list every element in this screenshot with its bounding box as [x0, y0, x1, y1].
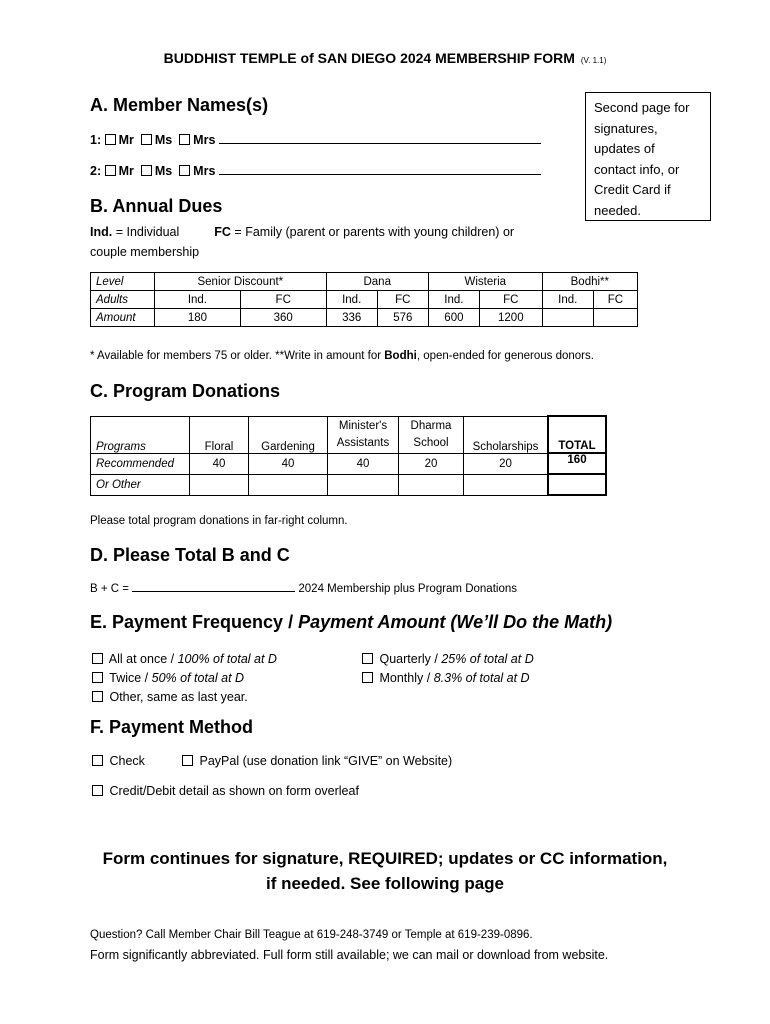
frequency-option — [92, 650, 277, 669]
sub-header: FC — [479, 291, 542, 309]
frequency-options-left — [92, 650, 277, 707]
recommended-label: Recommended — [91, 453, 190, 474]
sub-header: Ind. — [542, 291, 593, 309]
table-row — [91, 453, 607, 474]
option-label: Other, same as last year. — [109, 690, 248, 704]
notice-line: Form continues for signature, REQUIRED; updates or CC information, — [102, 849, 668, 868]
note-line: signatures, — [594, 120, 658, 136]
section-d-heading: D. Please Total B and C — [90, 545, 290, 565]
mr-checkbox-1[interactable] — [105, 134, 116, 145]
section-a-heading: A. Member Names(s) — [90, 95, 269, 115]
ms-checkbox-2[interactable] — [141, 165, 152, 176]
option-sep: / — [167, 652, 178, 666]
footer-contact: Question? Call Member Chair Bill Teague at 619-248-3749 or Temple at 619-239-0896. — [90, 929, 533, 941]
dues-footnote — [90, 350, 594, 362]
mr-label: Mr — [118, 133, 134, 147]
other-amount-field[interactable] — [464, 474, 549, 495]
option-label: All at once — [108, 652, 168, 666]
other-total-field[interactable] — [548, 474, 606, 495]
column-header — [328, 416, 399, 453]
sub-header: FC — [240, 291, 326, 309]
group-header: Senior Discount* — [155, 273, 327, 291]
option-sep: / — [423, 671, 434, 685]
other-amount-field[interactable] — [399, 474, 464, 495]
table-row — [91, 273, 638, 291]
option-amount: 100% of total at D — [177, 652, 277, 666]
sub-header: Ind. — [155, 291, 241, 309]
twice-checkbox[interactable] — [92, 672, 103, 683]
table-row — [91, 474, 607, 495]
column-header-text: Assistants — [336, 436, 390, 449]
all-at-once-checkbox[interactable] — [92, 653, 103, 664]
ind-abbr: Ind. — [90, 225, 113, 239]
level-label: Level — [91, 273, 155, 291]
option-amount: 50% of total at D — [151, 671, 245, 685]
recommended-cell: 40 — [328, 453, 399, 474]
payment-option-paypal — [182, 754, 452, 768]
program-note: Please total program donations in far-right column. — [90, 515, 348, 527]
payment-option-check — [92, 754, 145, 768]
section-c-heading: C. Program Donations — [90, 381, 281, 401]
option-label: Twice — [109, 671, 142, 685]
option-label: Check — [109, 754, 145, 768]
member-name-field-2[interactable] — [219, 163, 541, 175]
mrs-label: Mrs — [193, 133, 216, 147]
bodhi-fc-field[interactable] — [593, 309, 637, 327]
total-amount-field[interactable] — [132, 582, 295, 592]
adults-label: Adults — [91, 291, 155, 309]
section-f-heading: F. Payment Method — [90, 717, 254, 737]
member-name-row-1 — [90, 132, 541, 147]
option-label: Quarterly — [379, 652, 431, 666]
form-title-text: BUDDHIST TEMPLE of SAN DIEGO 2024 MEMBERSHIP FORM — [163, 50, 575, 66]
ms-checkbox-1[interactable] — [141, 134, 152, 145]
option-label: Credit/Debit detail as shown on form overleaf — [109, 784, 359, 798]
frequency-option — [362, 669, 534, 688]
footer-note: Form significantly abbreviated. Full form still available; we can mail or download from website. — [90, 948, 609, 962]
note-line: Credit Card if — [594, 182, 671, 197]
sub-header: FC — [593, 291, 637, 309]
group-header: Bodhi** — [542, 273, 637, 291]
mrs-checkbox-1[interactable] — [179, 134, 190, 145]
row-number: 1: — [90, 133, 102, 147]
mrs-label: Mrs — [193, 164, 216, 178]
option-label: Monthly — [379, 671, 424, 685]
column-header-text: Dharma — [410, 419, 452, 432]
total-header: TOTAL — [548, 416, 606, 453]
card-checkbox[interactable] — [92, 785, 103, 796]
recommended-cell: 40 — [249, 453, 328, 474]
continuation-notice — [0, 846, 770, 896]
section-b-heading: B. Annual Dues — [90, 196, 223, 216]
mr-label: Mr — [118, 164, 134, 178]
notice-line: if needed. See following page — [265, 874, 505, 893]
column-header-text: Gardening — [261, 440, 315, 453]
note-line: updates of — [594, 141, 655, 156]
table-row — [91, 309, 638, 327]
total-line — [90, 582, 517, 595]
table-row — [91, 291, 638, 309]
amount-cell: 1200 — [479, 309, 542, 327]
ind-desc: = Individual — [115, 225, 180, 239]
other-amount-field[interactable] — [328, 474, 399, 495]
mrs-checkbox-2[interactable] — [179, 165, 190, 176]
paypal-checkbox[interactable] — [182, 755, 193, 766]
group-header: Dana — [326, 273, 428, 291]
total-line-post: 2024 Membership plus Program Donations — [295, 583, 517, 595]
column-header-text: Scholarships — [472, 440, 539, 453]
option-amount: 8.3% of total at D — [433, 671, 530, 685]
dues-legend — [90, 222, 570, 262]
column-header-text: Floral — [204, 440, 234, 453]
recommended-cell: 20 — [399, 453, 464, 474]
amount-label: Amount — [91, 309, 155, 327]
option-sep: / — [141, 671, 152, 685]
section-e-heading-italic: Payment Amount (We’ll Do the Math) — [298, 612, 613, 632]
frequency-options-right — [362, 650, 534, 688]
other-label: Or Other — [91, 474, 190, 495]
ms-label: Ms — [154, 164, 173, 178]
note-line: Second page for — [594, 100, 690, 115]
amount-cell: 600 — [428, 309, 479, 327]
note-line: needed. — [594, 202, 641, 218]
fc-desc-cont: couple membership — [90, 245, 200, 259]
version-label: (V. 1.1) — [580, 56, 607, 65]
second-page-note-box — [585, 92, 711, 221]
bodhi-ind-field[interactable] — [542, 309, 593, 327]
frequency-option — [92, 669, 277, 688]
table-row — [91, 416, 607, 453]
amount-cell: 576 — [377, 309, 428, 327]
column-header — [249, 416, 328, 453]
sub-header: Ind. — [428, 291, 479, 309]
sub-header: FC — [377, 291, 428, 309]
recommended-cell: 20 — [464, 453, 549, 474]
column-header — [190, 416, 249, 453]
total-line-pre: B + C = — [90, 583, 133, 595]
section-e-heading — [90, 612, 612, 633]
group-header: Wisteria — [428, 273, 542, 291]
total-value: 160 — [548, 453, 606, 474]
check-checkbox[interactable] — [92, 755, 103, 766]
other-checkbox[interactable] — [92, 691, 103, 702]
other-amount-field[interactable] — [249, 474, 328, 495]
payment-option-card — [92, 784, 359, 798]
column-header — [464, 416, 549, 453]
frequency-option — [92, 688, 277, 707]
row-number: 2: — [90, 164, 102, 178]
option-sep: / — [430, 652, 442, 666]
amount-cell: 360 — [240, 309, 326, 327]
column-header — [399, 416, 464, 453]
quarterly-checkbox[interactable] — [362, 653, 373, 664]
sub-header: Ind. — [326, 291, 377, 309]
column-header-text: School — [413, 436, 449, 449]
monthly-checkbox[interactable] — [362, 672, 373, 683]
mr-checkbox-2[interactable] — [105, 165, 116, 176]
option-amount: 25% of total at D — [441, 652, 534, 666]
section-e-heading-plain: E. Payment Frequency / — [90, 612, 299, 632]
option-label: PayPal (use donation link “GIVE” on Website) — [199, 754, 453, 768]
footnote-bold: Bodhi — [384, 350, 417, 362]
other-amount-field[interactable] — [190, 474, 249, 495]
dues-table — [90, 272, 638, 327]
ms-label: Ms — [154, 133, 173, 147]
note-line: contact info, or — [594, 161, 680, 177]
member-name-field-1[interactable] — [219, 132, 541, 144]
frequency-option — [362, 650, 534, 669]
program-table — [90, 415, 607, 496]
footnote-post: , open-ended for generous donors. — [416, 350, 594, 362]
column-header-text: Minister's — [338, 419, 388, 432]
form-title — [0, 50, 770, 66]
member-name-row-2 — [90, 163, 541, 178]
amount-cell: 336 — [326, 309, 377, 327]
programs-label: Programs — [91, 416, 190, 453]
fc-desc: = Family (parent or parents with young children) or — [234, 225, 515, 239]
recommended-cell: 40 — [190, 453, 249, 474]
fc-abbr: FC — [214, 225, 231, 239]
amount-cell: 180 — [155, 309, 241, 327]
footnote-pre: * Available for members 75 or older. **Write in amount for — [90, 350, 385, 362]
